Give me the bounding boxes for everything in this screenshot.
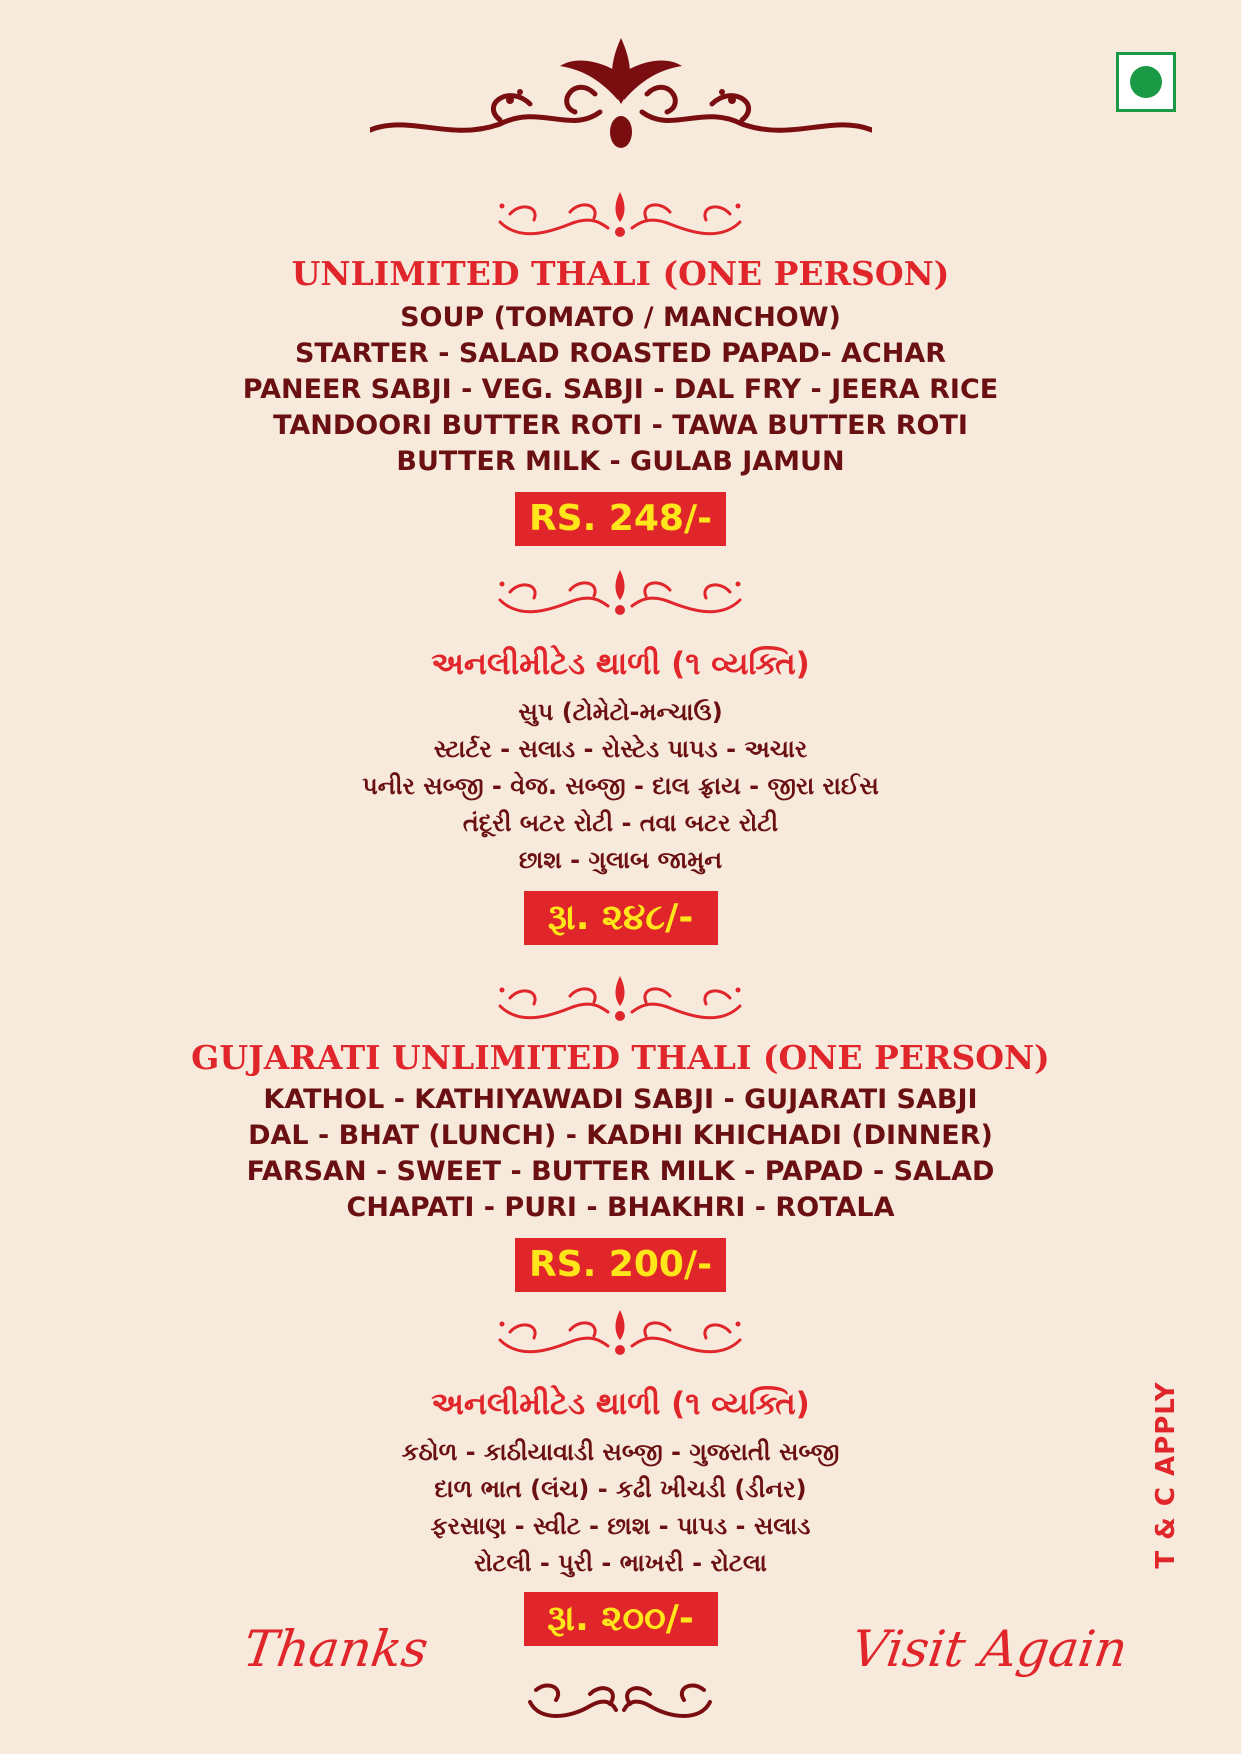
menu-item: BUTTER MILK - GULAB JAMUN [396, 446, 845, 477]
divider-ornament-icon [490, 1310, 750, 1362]
bottom-ornament-icon [520, 1676, 720, 1726]
menu-section-gujarati-thali-en [0, 1036, 1241, 1292]
menu-section-unlimited-thali-en [0, 252, 1241, 546]
divider-ornament-icon [490, 192, 750, 244]
menu-item: CHAPATI - PURI - BHAKHRI - ROTALA [346, 1192, 895, 1223]
menu-item: સ્ટાર્ટર - સલાડ - રોસ્ટેડ પાપડ - અચાર [433, 735, 808, 763]
menu-item: પનીર સબ્જી - વેજ. સબ્જી - દાલ ફ્રાય - જીરા રાઈસ [362, 772, 879, 800]
menu-item: TANDOORI BUTTER ROTI - TAWA BUTTER ROTI [273, 410, 968, 441]
section-title: અનલીમીટેડ થાળી (૧ વ્યક્તિ) [431, 646, 810, 682]
price-badge: RS. 248/- [515, 492, 726, 546]
price-badge: રૂા. ૨૦૦/- [524, 1592, 718, 1646]
section-title: GUJARATI UNLIMITED THALI (ONE PERSON) [191, 1038, 1050, 1077]
menu-item: STARTER - SALAD ROASTED PAPAD- ACHAR [294, 338, 947, 369]
menu-item: DAL - BHAT (LUNCH) - KADHI KHICHADI (DINNER) [248, 1120, 993, 1151]
divider-ornament-icon [490, 570, 750, 622]
menu-item: FARSAN - SWEET - BUTTER MILK - PAPAD - SALAD [246, 1156, 995, 1187]
terms-note [1148, 1370, 1184, 1580]
menu-item: ફરસાણ - સ્વીટ - છાશ - પાપડ - સલાડ [430, 1512, 811, 1540]
section-title: અનલીમીટેડ થાળી (૧ વ્યક્તિ) [431, 1386, 810, 1422]
terms-text: T & C APPLY [1151, 1381, 1181, 1569]
menu-item: છાશ - ગુલાબ જામુન [518, 846, 723, 874]
thanks-text: Thanks [239, 1620, 432, 1678]
menu-item: PANEER SABJI - VEG. SABJI - DAL FRY - JEERA RICE [242, 374, 999, 405]
menu-item: રોટલી - પુરી - ભાખરી - રોટલા [474, 1549, 767, 1577]
menu-section-gujarati-thali-gu [0, 1382, 1241, 1646]
section-title: UNLIMITED THALI (ONE PERSON) [291, 254, 950, 293]
visit-again-text: Visit Again [847, 1620, 1132, 1678]
price-badge: રૂા. ૨૪૮/- [524, 891, 718, 945]
menu-item: KATHOL - KATHIYAWADI SABJI - GUJARATI SABJI [263, 1084, 978, 1115]
menu-section-unlimited-thali-gu [0, 642, 1241, 945]
top-ornament-icon [370, 34, 872, 152]
menu-item: SOUP (TOMATO / MANCHOW) [400, 302, 841, 333]
price-badge: RS. 200/- [515, 1238, 726, 1292]
veg-mark-icon [1116, 52, 1176, 112]
menu-item: દાળ ભાત (લંચ) - કઢી ખીચડી (ડીનર) [434, 1475, 807, 1503]
menu-item: તંદૂરી બટર રોટી - તવા બટર રોટી [462, 809, 779, 837]
menu-item: સુપ (ટોમેટો-મન્ચાઉ) [518, 698, 723, 726]
divider-ornament-icon [490, 976, 750, 1028]
menu-item: કઠોળ - કાઠીયાવાડી સબ્જી - ગુજરાતી સબ્જી [401, 1438, 840, 1466]
